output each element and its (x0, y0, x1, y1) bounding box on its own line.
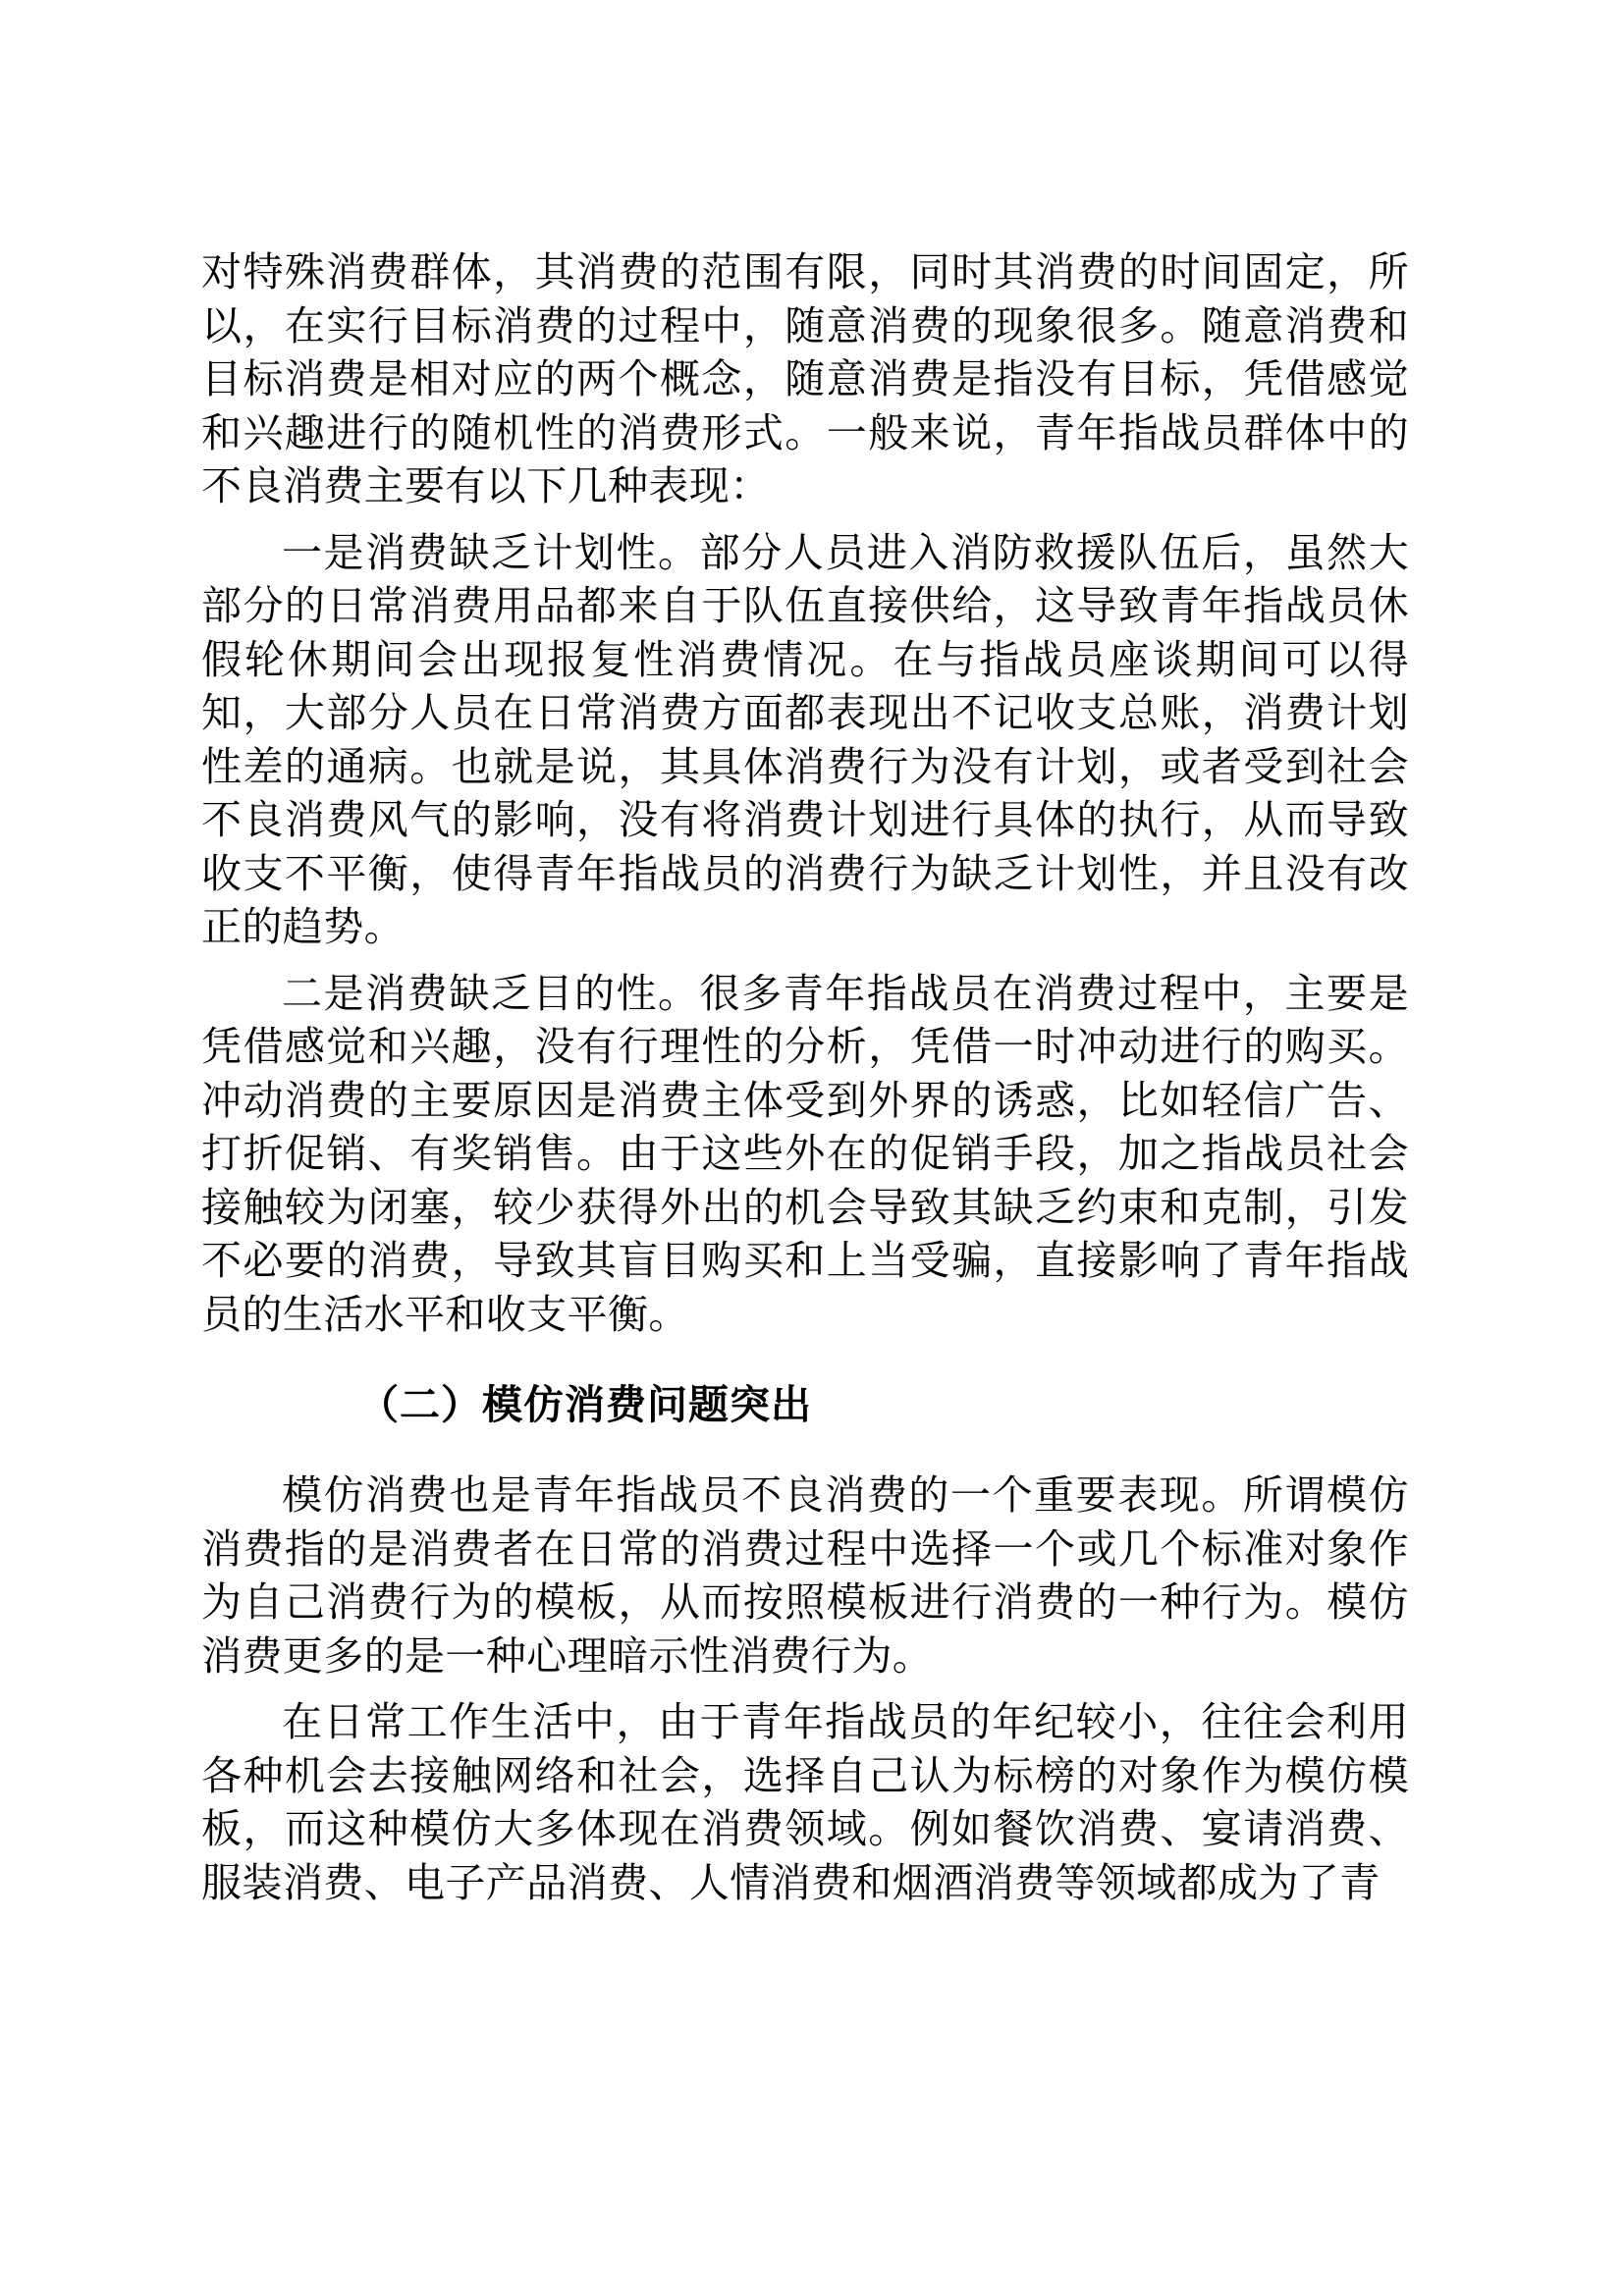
section-heading-imitation: （二）模仿消费问题突出 (358, 1381, 812, 1428)
document-page (201, 245, 1409, 1909)
body-paragraph-daily-life: 在日常工作生活中，由于青年指战员的年纪较小，往往会利用各种机会去接触网络和社会，选择自己认为标榜的对象作为模仿模板，而这种模仿大多体现在消费领域。例如餐饮消费、宴请消费、服装消费、电子产品消费、人情消费和烟酒消费等领域都成为了青 (201, 1698, 1409, 1906)
body-paragraph-lack-purpose: 二是消费缺乏目的性。很多青年指战员在消费过程中，主要是凭借感觉和兴趣，没有行理性的分析，凭借一时冲动进行的购买。冲动消费的主要原因是消费主体受到外界的诱惑，比如轻信广告、打折促销、有奖销售。由于这些外在的促销手段，加之指战员社会接触较为闭塞，较少获得外出的机会导致其缺乏约束和克制，引发不必要的消费，导致其盲目购买和上当受骗，直接影响了青年指战员的生活水平和收支平衡。 (201, 969, 1409, 1338)
body-paragraph-lack-planning: 一是消费缺乏计划性。部分人员进入消防救援队伍后，虽然大部分的日常消费用品都来自于队伍直接供给，这导致青年指战员休假轮休期间会出现报复性消费情况。在与指战员座谈期间可以得知，大部分人员在日常消费方面都表现出不记收支总账，消费计划性差的通病。也就是说，其具体消费行为没有计划，或者受到社会不良消费风气的影响，没有将消费计划进行具体的执行，从而导致收支不平衡，使得青年指战员的消费行为缺乏计划性，并且没有改正的趋势。 (201, 528, 1409, 950)
body-paragraph-imitation-definition: 模仿消费也是青年指战员不良消费的一个重要表现。所谓模仿消费指的是消费者在日常的消费过程中选择一个或几个标准对象作为自己消费行为的模板，从而按照模板进行消费的一种行为。模仿消费更多的是一种心理暗示性消费行为。 (201, 1471, 1409, 1680)
body-paragraph-continuation: 对特殊消费群体，其消费的范围有限，同时其消费的时间固定，所以，在实行目标消费的过程中，随意消费的现象很多。随意消费和目标消费是相对应的两个概念，随意消费是指没有目标，凭借感觉和兴趣进行的随机性的消费形式。一般来说，青年指战员群体中的不良消费主要有以下几种表现： (201, 248, 1409, 509)
